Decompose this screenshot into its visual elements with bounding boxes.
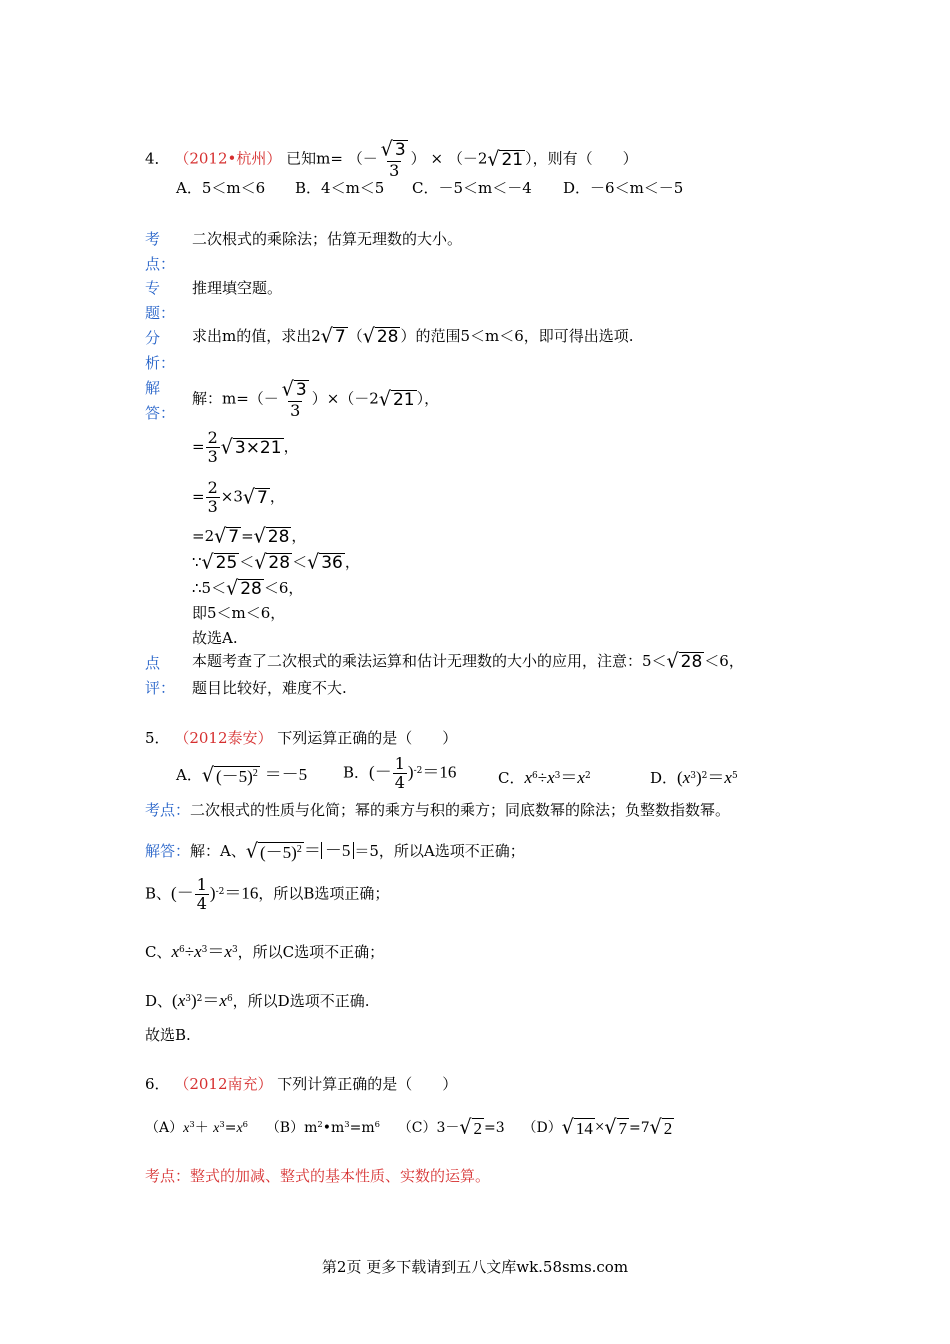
q4-fraction: √ 3 3	[380, 137, 406, 180]
q4-stem	[145, 137, 638, 180]
q4-den: 3	[389, 160, 400, 180]
q4-option-a: A．5＜m＜6	[176, 179, 266, 197]
q4-solution-line7: 即5＜m＜6，	[192, 604, 286, 622]
q5-option-a: A． √ $(-5)^2$ ＝－5	[176, 763, 308, 787]
q4-option-c: C．－5＜m＜－4	[412, 179, 532, 197]
fenxi-sqrt28: √ 28	[362, 324, 399, 348]
q6-option-b: $(B)m^2•m^3=m^6$	[265, 1119, 380, 1136]
q6-kaodian: 考点：整式的加减、整式的基本性质、实数的运算。	[145, 1167, 491, 1185]
q5-solution-b: B、(－ $\frac{1}{4}$ )$^{-2}$＝16，所以B选项正确；	[145, 875, 390, 913]
label-jieda-1: 解	[145, 379, 161, 397]
q4-option-d: D．－6＜m＜－5	[563, 179, 684, 197]
q4-zhuanti: 推理填空题。	[192, 279, 283, 297]
q4-sqrt21: √ 21	[487, 146, 524, 171]
page-footer: 第2页 更多下载请到五八文库wk.58sms.com	[321, 1258, 629, 1276]
q5-kaodian: 考点：二次根式的性质与化简；幂的乘方与积的乘方；同底数幂的除法；负整数指数幂。	[145, 801, 731, 819]
q5-stem-text: 下列运算正确的是（ ）	[277, 729, 458, 747]
q5-option-c: C．$x^6\div x^3=x^2$	[498, 768, 591, 787]
q4-solution-line8: 故选A.	[192, 629, 238, 647]
q4-times: ×	[430, 149, 444, 168]
q5-solution-d: D、$(x^3)^2=x^6$，所以D选项不正确.	[145, 991, 370, 1010]
q4-open1: （－	[347, 149, 378, 168]
q4-close1: ）	[410, 149, 426, 168]
q4-solution-line3: = $\frac{2}{3}$ ×3 √ 7 ，	[192, 478, 285, 516]
q4-dianping-line1: 本题考查了二次根式的乘法运算和估计无理数的大小的应用，注意：5＜ √ 28 ＜6，	[192, 649, 744, 673]
q4-solution-line6: ∴5＜ √ 28 ＜6，	[192, 576, 304, 600]
q4-solution-line4: =2 √ 7 = √ 28 ，	[192, 524, 307, 548]
q6-option-c: （C）3－ √ 2 =3	[397, 1115, 505, 1139]
q5-solution-a: 解答：解：A、 √ $(-5)^2$ ＝ －5 ＝5，所以A选项不正确；	[145, 839, 525, 863]
label-kaodian-1: 考	[145, 230, 161, 248]
q6-number: 6．	[145, 1075, 170, 1093]
q5-source: （2012泰安）	[174, 729, 273, 747]
q4-fenxi: 求出m的值，求出2 √ 7 （ √ 28 ）的范围5＜m＜6，即可得出选项.	[192, 324, 634, 348]
q5-option-b: B．(－ $\frac{1}{4}$ )$^{-2}$＝16	[343, 754, 457, 792]
label-fenxi-2: 析：	[145, 354, 176, 372]
q6-option-a: $(A)x^3+ x^3=x^6$	[145, 1119, 248, 1136]
q5-conclusion: 故选B.	[145, 1026, 191, 1044]
q4-option-b: B．4＜m＜5	[295, 179, 385, 197]
q6-option-d: （D） √ 14 × √ 7 =7 √ 2	[522, 1115, 673, 1139]
q4-kaodian: 二次根式的乘除法；估算无理数的大小。	[192, 230, 463, 248]
label-dianping-1: 点	[145, 654, 161, 672]
q6-source: （2012南充）	[174, 1075, 273, 1093]
fenxi-sqrt7: √ 7	[320, 324, 346, 348]
q6-options	[145, 1117, 674, 1138]
q5-option-d: D．$(x^3)^2=x^5$	[650, 768, 738, 787]
q4-open2: （－2	[447, 149, 488, 168]
q5-kaodian-label: 考点：	[145, 801, 191, 819]
q6-stem-text: 下列计算正确的是（ ）	[277, 1075, 458, 1093]
q5-stem	[145, 727, 457, 748]
label-kaodian-2: 点：	[145, 255, 176, 273]
q4-solution-line2: = $\frac{2}{3}$ √ 3×21 ，	[192, 428, 299, 466]
q4-dianping-line2: 题目比较好，难度不大.	[192, 679, 347, 697]
q4-close2: ），则有（ ）	[525, 149, 638, 168]
q4-sqrt3: 3	[394, 140, 406, 160]
label-zhuanti-1: 专	[145, 279, 161, 297]
q4-solution-line1: 解：m=（－ √ 3 3 ）×（－2 √ 21 ），	[192, 377, 440, 420]
q5-solution-c: C、$x^6\div x^3=x^3$，所以C选项不正确；	[145, 942, 385, 961]
q5-jieda-label: 解答：	[145, 842, 191, 860]
label-fenxi-1: 分	[145, 329, 161, 347]
label-zhuanti-2: 题：	[145, 304, 176, 322]
label-dianping-2: 评：	[145, 679, 176, 697]
q4-stem-pre: 已知m=	[286, 149, 343, 168]
q5-number: 5．	[145, 729, 170, 747]
q4-solution-line5: ∵ √ 25 ＜ √ 28 ＜ √ 36 ，	[192, 550, 360, 574]
q4-source: （2012•杭州）	[174, 149, 282, 168]
label-jieda-2: 答：	[145, 404, 176, 422]
q6-stem	[145, 1073, 457, 1094]
q4-number: 4．	[145, 149, 170, 168]
